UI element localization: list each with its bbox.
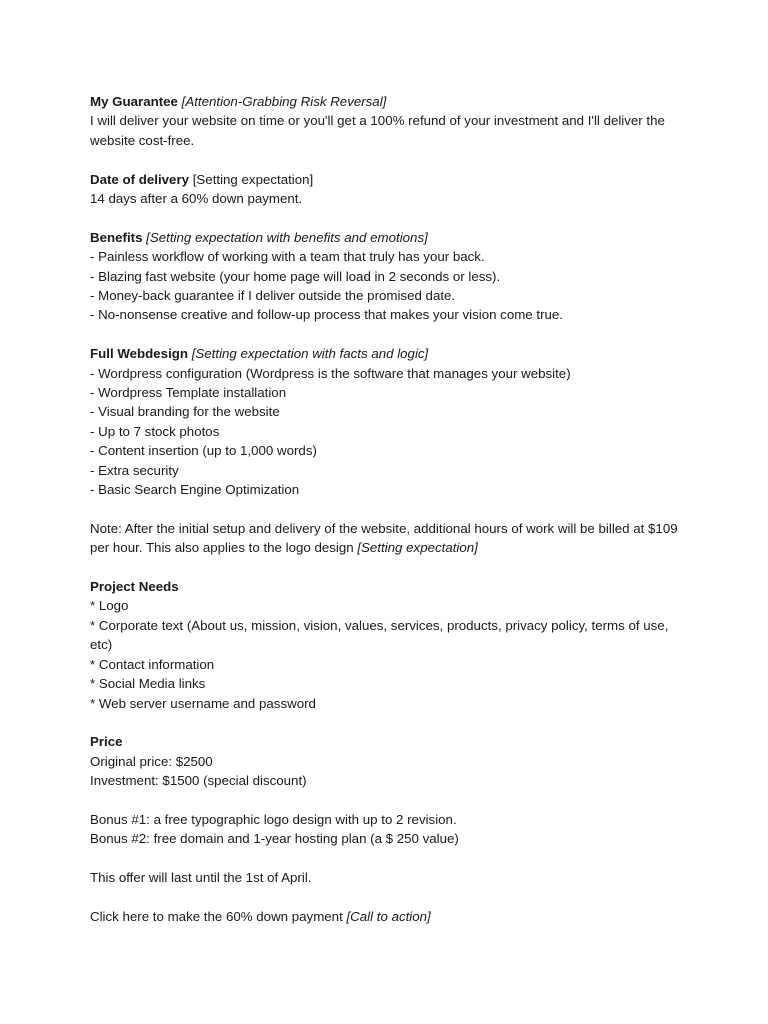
benefits-item: - Blazing fast website (your home page will load in 2 seconds or less). <box>90 268 501 284</box>
bonus-item: Bonus #1: a free typographic logo design with up to 2 revision. <box>90 811 457 827</box>
bonus-item: Bonus #2: free domain and 1-year hosting plan (a $ 250 value) <box>90 831 459 847</box>
benefits-note: [Setting expectation with benefits and emotions] <box>146 229 428 245</box>
webdesign-heading-line <box>90 344 690 363</box>
guarantee-title: My Guarantee <box>90 94 178 109</box>
webdesign-item: - Visual branding for the website <box>90 404 280 420</box>
delivery-heading-line <box>90 170 690 189</box>
project-needs-item: * Contact information <box>90 656 215 672</box>
benefits-item: - Painless workflow of working with a team that truly has your back. <box>90 249 485 265</box>
benefits-item: - No-nonsense creative and follow-up process that makes your vision come true. <box>90 307 564 323</box>
benefits-item: - Money-back guarantee if I deliver outside the promised date. <box>90 288 456 304</box>
webdesign-item: - Up to 7 stock photos <box>90 423 220 439</box>
billing-note <box>90 519 690 558</box>
price-title: Price <box>90 734 123 750</box>
guarantee-text: I will deliver your website on time or you'll get a 100% refund of your investment and I'll deliver the website cost-free. <box>90 113 665 148</box>
investment-price: Investment: $1500 (special discount) <box>90 773 307 789</box>
project-needs-item: * Social Media links <box>90 676 206 692</box>
benefits-title: Benefits <box>90 229 143 245</box>
webdesign-item: - Basic Search Engine Optimization <box>90 482 300 498</box>
project-needs-title: Project Needs <box>90 579 179 595</box>
call-to-action-text: Click here to make the 60% down payment <box>90 908 343 924</box>
proposal-document <box>90 92 690 926</box>
offer-deadline: This offer will last until the 1st of April. <box>90 870 312 886</box>
benefits-heading-line <box>90 228 690 247</box>
project-needs-item: * Web server username and password <box>90 695 316 711</box>
webdesign-item: - Wordpress Template installation <box>90 385 287 401</box>
delivery-title: Date of delivery <box>90 171 190 187</box>
billing-note-text: Note: After the initial setup and delivery of the website, additional hours of work will be billed at $109 per hour. This also applies to the logo design <box>90 520 678 556</box>
guarantee-heading-line <box>90 92 690 111</box>
webdesign-note: [Setting expectation with facts and logic] <box>191 346 429 362</box>
webdesign-item: - Content insertion (up to 1,000 words) <box>90 443 317 459</box>
delivery-text: 14 days after a 60% down payment. <box>90 191 303 207</box>
call-to-action-note: [Call to action] <box>346 908 431 924</box>
webdesign-item: - Wordpress configuration (Wordpress is the software that manages your website) <box>90 365 571 381</box>
call-to-action-line <box>90 907 690 926</box>
billing-note-annotation: [Setting expectation] <box>357 540 478 556</box>
webdesign-item: - Extra security <box>90 462 179 478</box>
delivery-note: [Setting expectation] <box>192 171 314 187</box>
original-price: Original price: $2500 <box>90 753 213 769</box>
project-needs-item: * Corporate text (About us, mission, vision, values, services, products, privacy policy, terms of use, etc) <box>90 617 669 653</box>
webdesign-title: Full Webdesign <box>90 346 189 362</box>
project-needs-item: * Logo <box>90 598 129 614</box>
guarantee-note: [Attention-Grabbing Risk Reversal] <box>181 94 387 109</box>
